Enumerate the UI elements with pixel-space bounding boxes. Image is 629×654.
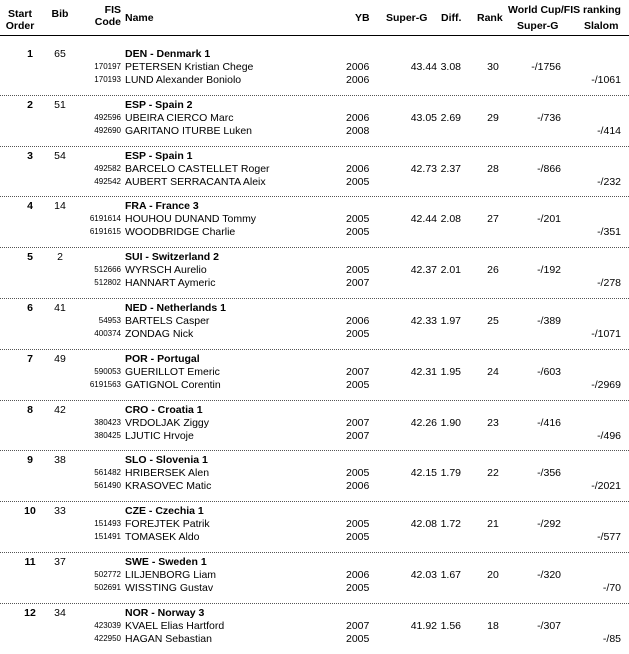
athlete-name: LJUTIC Hrvoje [125, 429, 194, 442]
wc-slalom-points: -/278 [597, 277, 621, 290]
rank: 21 [487, 518, 499, 531]
superg-time: 43.44 [410, 61, 437, 73]
team-divider [0, 349, 629, 350]
superg-header: Super-G [386, 12, 428, 24]
wc-slalom-points: -/1071 [591, 328, 621, 340]
fis-code: 380425 [94, 430, 121, 440]
fis-code: 422950 [94, 633, 121, 643]
athlete-name: LILJENBORG Liam [125, 569, 217, 581]
time-diff: 1.56 [440, 619, 461, 632]
athlete-name: WOODBRIDGE Charlie [125, 226, 236, 239]
fis-code: 380423 [94, 417, 121, 427]
fis-code-header [80, 4, 121, 28]
wc-superg-points: -/356 [537, 467, 561, 480]
time-diff: 2.37 [440, 162, 461, 175]
wc-slalom-points: -/577 [597, 531, 621, 544]
wc-slalom-points: -/2021 [591, 480, 621, 493]
wc-superg-points: -/389 [537, 315, 561, 327]
fis-code: 151493 [94, 519, 121, 529]
wc-slalom-points: -/2969 [591, 378, 621, 391]
fis-code: 502691 [94, 583, 121, 592]
team-row [0, 400, 629, 451]
birth-year: 2005 [346, 518, 370, 531]
start-order: 6 [27, 302, 33, 314]
birth-year: 2006 [346, 162, 370, 175]
header-rule [0, 35, 629, 36]
wc-superg-points: -/416 [537, 416, 561, 429]
birth-year: 2006 [346, 61, 370, 73]
team-divider [0, 247, 629, 248]
athlete-name: BARTELS Casper [125, 315, 210, 327]
team-row [0, 603, 629, 654]
wc-slalom-header: Slalom [584, 20, 619, 32]
time-diff: 2.08 [440, 213, 461, 226]
team-row [0, 196, 629, 247]
start-order: 2 [27, 98, 33, 111]
birth-year: 2005 [346, 531, 370, 544]
fis-code: 512802 [94, 278, 121, 288]
yb-header: YB [355, 12, 370, 24]
bib-number: 49 [54, 352, 66, 365]
birth-year: 2005 [346, 632, 370, 645]
superg-time: 41.92 [410, 619, 437, 632]
wc-slalom-points: -/232 [597, 175, 621, 188]
wc-superg-points: -/192 [537, 264, 561, 277]
birth-year: 2005 [346, 175, 370, 188]
birth-year: 2007 [346, 416, 370, 429]
birth-year: 2006 [346, 74, 370, 86]
wc-slalom-points: -/85 [602, 632, 621, 645]
team-divider [0, 501, 629, 502]
name-header: Name [125, 12, 154, 24]
team-row [0, 298, 629, 349]
rank: 24 [487, 365, 499, 378]
birth-year: 2005 [346, 264, 370, 277]
birth-year: 2007 [346, 429, 370, 442]
superg-time: 42.73 [410, 162, 437, 175]
bib-number: 51 [54, 98, 66, 111]
wc-slalom-points: -/1061 [591, 74, 621, 86]
team-divider [0, 146, 629, 147]
rank: 18 [487, 619, 499, 632]
bib-number: 54 [54, 149, 66, 162]
rank: 27 [487, 213, 499, 226]
birth-year: 2006 [346, 315, 370, 327]
time-diff: 1.95 [440, 365, 461, 378]
wc-superg-points: -/201 [537, 213, 561, 226]
team-name: FRA - France 3 [125, 200, 199, 213]
superg-time: 42.03 [410, 569, 437, 581]
athlete-name: LUND Alexander Boniolo [125, 74, 242, 86]
bib-number: 14 [54, 200, 66, 213]
rank: 25 [487, 315, 499, 327]
team-divider [0, 603, 629, 604]
wc-superg-points: -/736 [537, 111, 561, 124]
bib-number: 37 [54, 556, 66, 568]
birth-year: 2005 [346, 328, 370, 340]
athlete-name: GARITANO ITURBE Luken [125, 124, 253, 137]
superg-time: 42.37 [410, 264, 437, 277]
start-order: 9 [27, 454, 33, 467]
wc-superg-points: -/292 [537, 518, 561, 531]
team-name: SWE - Sweden 1 [125, 556, 207, 568]
team-divider [0, 450, 629, 451]
athlete-name: GUERILLOT Emeric [125, 365, 220, 378]
athlete-name: WYRSCH Aurelio [125, 264, 207, 277]
bib-number: 33 [54, 505, 66, 518]
wc-superg-points: -/320 [537, 569, 561, 581]
athlete-name: VRDOLJAK Ziggy [125, 416, 210, 429]
athlete-name: BARCELO CASTELLET Roger [125, 162, 270, 175]
bib-header: Bib [51, 8, 69, 20]
birth-year: 2005 [346, 213, 370, 226]
rank: 22 [487, 467, 499, 480]
start-order: 3 [27, 149, 33, 162]
team-row [0, 44, 629, 95]
rank: 28 [487, 162, 499, 175]
birth-year: 2006 [346, 480, 370, 493]
wc-slalom-points: -/351 [597, 226, 621, 239]
rank: 30 [487, 61, 499, 73]
team-row [0, 552, 629, 603]
birth-year: 2007 [346, 277, 370, 290]
team-name: CZE - Czechia 1 [125, 505, 204, 518]
wc-slalom-points: -/496 [597, 429, 621, 442]
fis-code: 170197 [94, 62, 121, 71]
bib-number: 42 [54, 403, 66, 416]
birth-year: 2007 [346, 365, 370, 378]
team-divider [0, 196, 629, 197]
athlete-name: KRASOVEC Matic [125, 480, 212, 493]
athlete-name: AUBERT SERRACANTA Aleix [125, 175, 266, 188]
team-row [0, 247, 629, 298]
fis-code: 492596 [94, 112, 121, 122]
athlete-name: ZONDAG Nick [125, 328, 194, 340]
wc-superg-points: -/866 [537, 162, 561, 175]
start-order-header-line1: Start [8, 8, 32, 20]
time-diff: 1.90 [440, 416, 461, 429]
time-diff: 3.08 [440, 61, 461, 73]
team-name: SUI - Switzerland 2 [125, 251, 219, 264]
fis-code: 423039 [94, 620, 121, 630]
wc-superg-points: -/307 [537, 619, 561, 632]
athlete-name: PETERSEN Kristian Chege [125, 61, 254, 73]
wc-slalom-points: -/70 [602, 582, 621, 594]
time-diff: 2.69 [440, 111, 461, 124]
wc-superg-points: -/603 [537, 365, 561, 378]
bib-number: 65 [54, 48, 66, 60]
fis-code: 492582 [94, 163, 121, 173]
fis-code-header-line1: FIS [104, 4, 121, 16]
time-diff: 1.67 [440, 569, 461, 581]
fis-code-header-line2: Code [94, 16, 121, 28]
start-order-header [0, 8, 40, 32]
fis-code: 561490 [94, 481, 121, 491]
fis-code: 6191614 [89, 214, 121, 224]
athlete-name: HANNART Aymeric [125, 277, 216, 290]
start-order: 12 [24, 606, 36, 619]
athlete-name: UBEIRA CIERCO Marc [125, 111, 234, 124]
fis-code: 492690 [94, 125, 121, 135]
fis-code: 170193 [94, 75, 121, 84]
birth-year: 2005 [346, 378, 370, 391]
superg-time: 42.08 [410, 518, 437, 531]
fis-code: 590053 [94, 366, 121, 376]
start-order: 4 [27, 200, 33, 213]
athlete-name: KVAEL Elias Hartford [125, 619, 225, 632]
fis-code: 151491 [94, 532, 121, 542]
team-divider [0, 298, 629, 299]
bib-number: 41 [54, 302, 66, 314]
superg-time: 42.15 [410, 467, 437, 480]
start-order: 5 [27, 251, 33, 264]
athlete-name: TOMASEK Aldo [125, 531, 200, 544]
athlete-name: FOREJTEK Patrik [125, 518, 210, 531]
time-diff: 1.79 [440, 467, 461, 480]
fis-code: 6191563 [89, 379, 121, 389]
time-diff: 1.97 [440, 315, 461, 327]
athlete-name: HOUHOU DUNAND Tommy [125, 213, 257, 226]
team-row [0, 349, 629, 400]
team-row [0, 95, 629, 146]
rank: 29 [487, 111, 499, 124]
birth-year: 2005 [346, 582, 370, 594]
bib-number: 38 [54, 454, 66, 467]
team-name: NED - Netherlands 1 [125, 302, 226, 314]
time-diff: 2.01 [440, 264, 461, 277]
wc-superg-header: Super-G [517, 20, 559, 32]
athlete-name: GATIGNOL Corentin [125, 378, 221, 391]
birth-year: 2005 [346, 467, 370, 480]
team-name: POR - Portugal [125, 352, 200, 365]
fis-code: 6191615 [89, 227, 121, 237]
start-order-header-line2: Order [5, 20, 35, 32]
team-name: ESP - Spain 2 [125, 98, 193, 111]
bib-number: 2 [57, 251, 63, 264]
start-order: 1 [27, 48, 33, 60]
athlete-name: HAGAN Sebastian [125, 632, 212, 645]
time-diff: 1.72 [440, 518, 461, 531]
start-order: 10 [24, 505, 36, 518]
bib-number: 34 [54, 606, 66, 619]
birth-year: 2005 [346, 226, 370, 239]
team-row [0, 450, 629, 501]
start-order: 11 [24, 556, 36, 568]
diff-header: Diff. [441, 12, 462, 24]
fis-code: 400374 [94, 329, 121, 338]
team-name: NOR - Norway 3 [125, 606, 205, 619]
team-divider [0, 95, 629, 96]
birth-year: 2006 [346, 111, 370, 124]
world-cup-ranking-header: World Cup/FIS ranking [508, 4, 621, 16]
rank: 23 [487, 416, 499, 429]
birth-year: 2008 [346, 124, 370, 137]
birth-year: 2007 [346, 619, 370, 632]
team-divider [0, 552, 629, 553]
athlete-name: HRIBERSEK Alen [125, 467, 210, 480]
wc-slalom-points: -/414 [597, 124, 621, 137]
rank-header: Rank [477, 12, 503, 24]
superg-time: 42.33 [410, 315, 437, 327]
fis-code: 561482 [94, 468, 121, 478]
team-name: ESP - Spain 1 [125, 149, 193, 162]
team-name: CRO - Croatia 1 [125, 403, 203, 416]
superg-time: 43.05 [410, 111, 437, 124]
team-divider [0, 400, 629, 401]
superg-time: 42.26 [410, 416, 437, 429]
wc-superg-points: -/1756 [531, 61, 561, 73]
fis-code: 512666 [94, 265, 121, 275]
superg-time: 42.31 [410, 365, 437, 378]
birth-year: 2006 [346, 569, 370, 581]
start-order: 7 [27, 352, 33, 365]
rank: 20 [487, 569, 499, 581]
fis-code: 502772 [94, 570, 121, 579]
team-row [0, 501, 629, 552]
fis-code: 492542 [94, 176, 121, 186]
superg-time: 42.44 [410, 213, 437, 226]
team-name: DEN - Denmark 1 [125, 48, 211, 60]
fis-code: 54953 [98, 316, 121, 325]
team-row [0, 146, 629, 197]
athlete-name: WISSTING Gustav [125, 582, 214, 594]
start-order: 8 [27, 403, 33, 416]
rank: 26 [487, 264, 499, 277]
team-name: SLO - Slovenia 1 [125, 454, 208, 467]
